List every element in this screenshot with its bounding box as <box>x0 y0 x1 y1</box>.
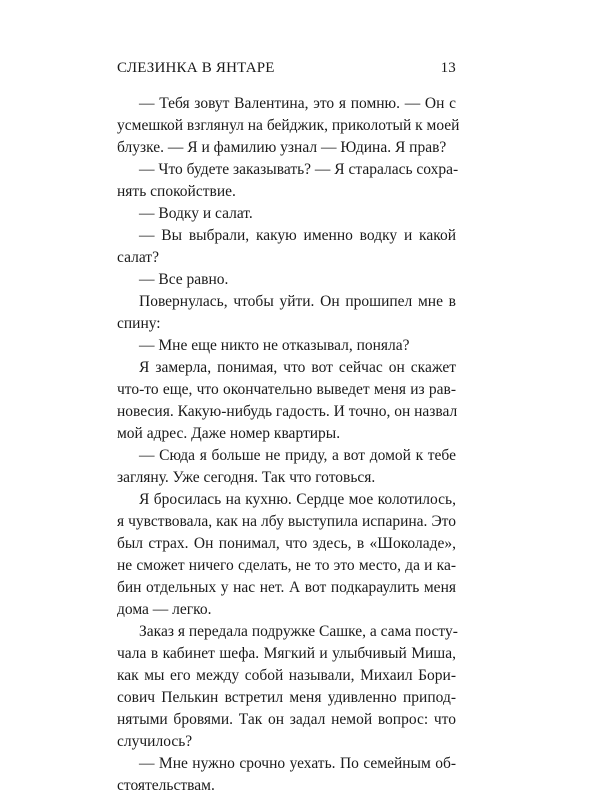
chapter-title: СЛЕЗИНКА В ЯНТАРЕ <box>117 60 275 76</box>
text-line: как мы его между собой называли, Михаил Бори- <box>117 667 456 684</box>
running-header <box>117 60 456 82</box>
text-line: мой адрес. Даже номер квартиры. <box>117 425 341 442</box>
text-line: Я бросилась на кухню. Сердце мое колотилось, <box>139 491 456 508</box>
text-line: что-то еще, что окончательно выведет меня из рав- <box>117 381 456 398</box>
text-line: — Все равно. <box>139 271 229 288</box>
text-line: я чувствовала, как на лбу выступила испарина. Это <box>117 513 456 530</box>
page-number: 13 <box>440 60 456 76</box>
text-line: чала в кабинет шефа. Мягкий и улыбчивый Миша, <box>117 645 456 662</box>
text-line: спину: <box>117 315 161 332</box>
text-line: Я замерла, понимая, что вот сейчас он скажет <box>139 359 456 376</box>
text-line: нять спокойствие. <box>117 183 236 200</box>
text-line: усмешкой взглянул на бейджик, приколотый к моей <box>117 117 460 134</box>
text-line: салат? <box>117 249 159 266</box>
text-line: сович Пелькин встретил меня удивленно припод- <box>117 689 456 706</box>
text-line: — Что будете заказывать? — Я старалась сохра- <box>139 161 459 178</box>
text-line: новесия. Какую-нибудь гадость. И точно, он назвал <box>117 403 458 420</box>
text-line: нятыми бровями. Так он задал немой вопрос: что <box>117 711 456 728</box>
text-line: — Сюда я больше не приду, а вот домой к тебе <box>139 447 456 464</box>
text-line: — Мне еще никто не отказывал, поняла? <box>139 337 410 354</box>
text-line: Заказ я передала подружке Сашке, а сама посту- <box>139 623 458 640</box>
text-line: стоятельствам. <box>117 777 215 794</box>
text-line: случилось? <box>117 733 193 750</box>
text-line: — Вы выбрали, какую именно водку и какой <box>139 227 456 244</box>
text-line: — Мне нужно срочно уехать. По семейным об- <box>139 755 456 772</box>
text-line: Повернулась, чтобы уйти. Он прошипел мне в <box>139 293 456 310</box>
text-line: блузке. — Я и фамилию узнал — Юдина. Я прав? <box>117 139 447 156</box>
text-line: дома — легко. <box>117 601 212 618</box>
body-text <box>117 93 460 797</box>
text-line: не сможет ничего сделать, не то это место, да и ка- <box>117 557 456 574</box>
text-line: — Водку и салат. <box>139 205 253 222</box>
text-line: был страх. Он понимал, что здесь, в «Шоколаде», <box>117 535 456 552</box>
text-line: загляну. Уже сегодня. Так что готовься. <box>117 469 376 486</box>
text-line: — Тебя зовут Валентина, это я помню. — Он с <box>139 95 456 112</box>
text-line: бин отдельных у нас нет. А вот подкараулить меня <box>117 579 456 596</box>
